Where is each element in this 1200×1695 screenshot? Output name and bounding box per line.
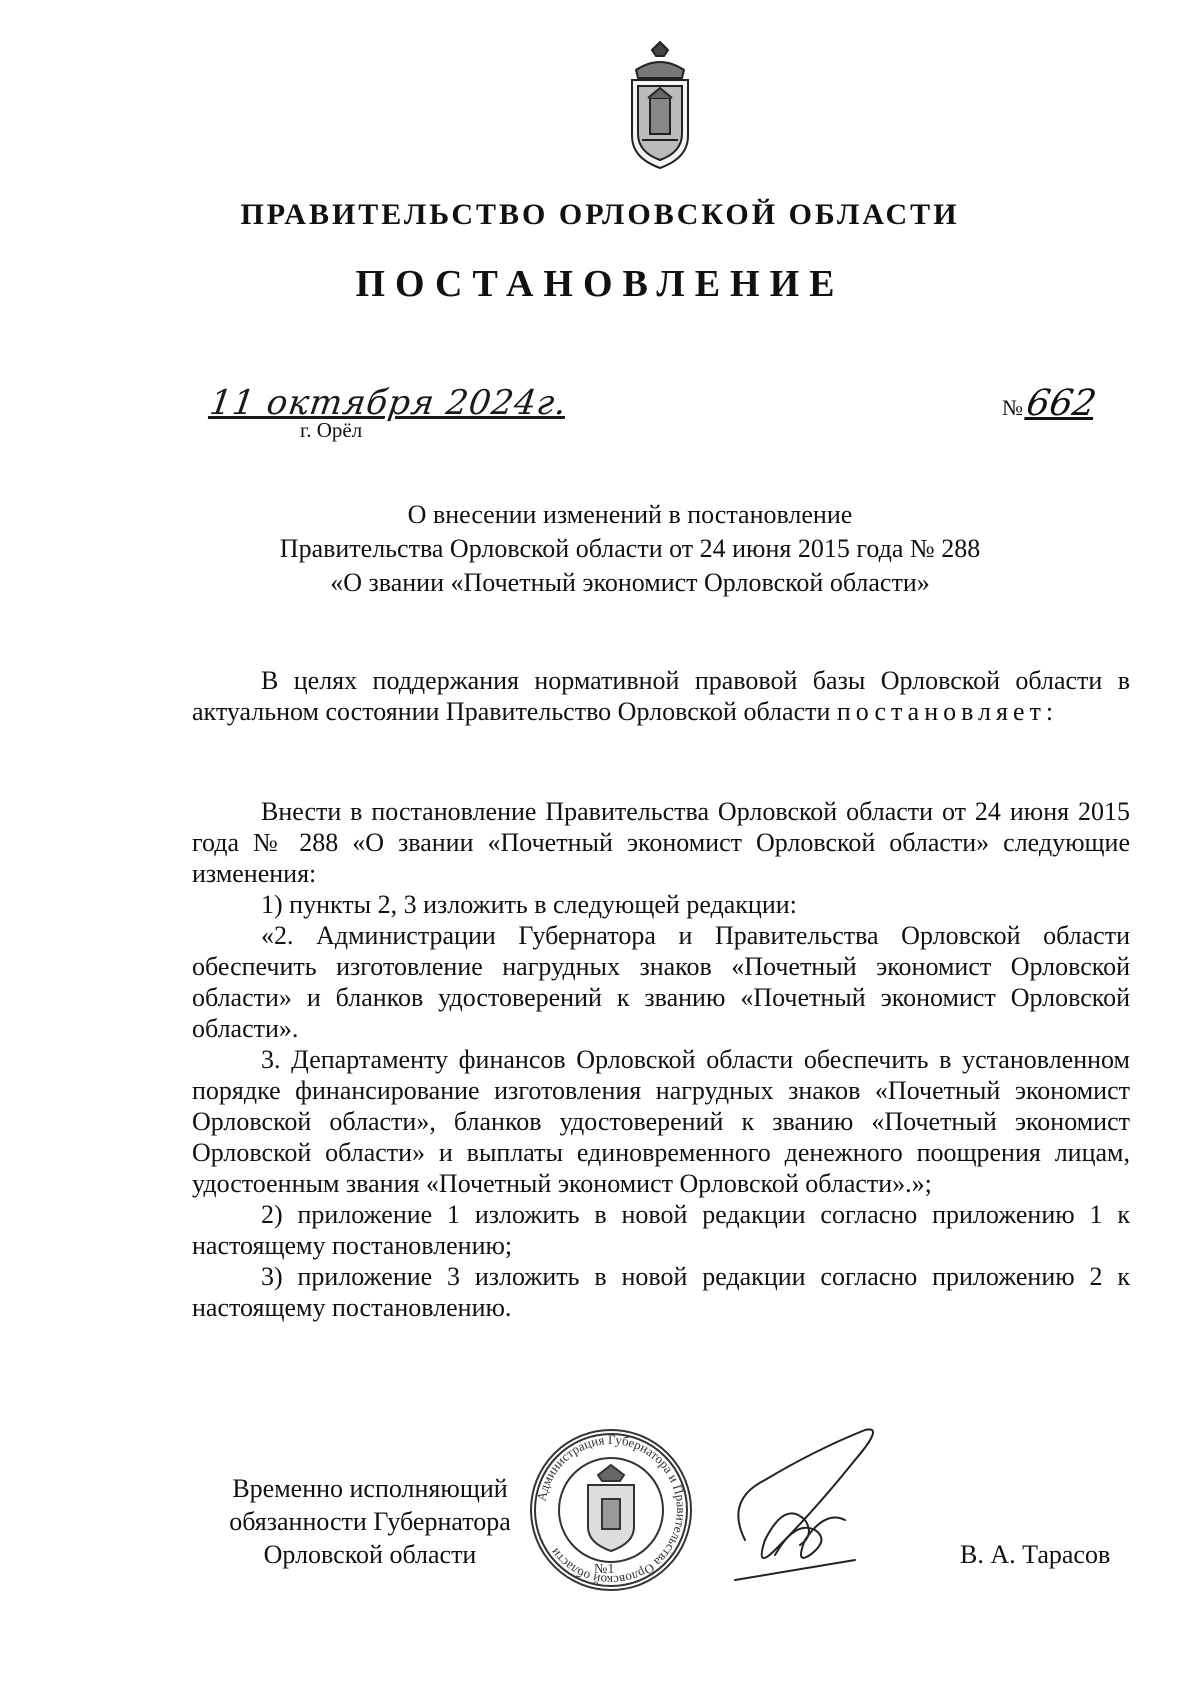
subject-line: О внесении изменений в постановление xyxy=(407,500,853,529)
stamp-text: Администрация Губернатора и Правительства Орловской области xyxy=(533,1431,690,1589)
body-paragraph: 3) приложение 3 изложить в новой редакции согласно приложению 2 к настоящему постановлению. xyxy=(192,1262,1130,1322)
signer-position-line: обязанности Губернатора xyxy=(229,1507,511,1536)
body-paragraph: 2) приложение 1 изложить в новой редакции согласно приложению 1 к настоящему постановлению; xyxy=(192,1200,1130,1260)
subject-line: Правительства Орловской области от 24 июня 2015 года № 288 xyxy=(279,534,981,563)
handwritten-signature xyxy=(705,1420,905,1600)
body-paragraph: «2. Администрации Губернатора и Правительства Орловской области обеспечить изготовление нагрудных знаков «Почетный экономист Орловской области» и бланков удостоверений к званию «Почетный экономист Орловской области». xyxy=(192,921,1130,1043)
signer-name: В. А. Тарасов xyxy=(960,1540,1111,1569)
document-number xyxy=(1002,383,1100,424)
document-city: г. Орёл xyxy=(300,418,363,442)
document-date: 11 октября 2024г. xyxy=(207,383,570,423)
coat-of-arms-emblem xyxy=(622,40,698,172)
preamble-text: В целях поддержания нормативной правовой базы Орловской области в актуальном состоянии Правительство Орловской области xyxy=(192,666,1130,726)
body-paragraph: 1) пункты 2, 3 изложить в следующей редакции: xyxy=(261,890,797,919)
subject-line: «О звании «Почетный экономист Орловской области» xyxy=(330,568,930,597)
number-sign: № xyxy=(1002,395,1023,420)
signer-position-line: Временно исполняющий xyxy=(232,1474,508,1503)
body-paragraph: Внести в постановление Правительства Орловской области от 24 июня 2015 года № 288 «О звании «Почетный экономист Орловской области» следующие изменения: xyxy=(192,797,1130,888)
number-value: 662 xyxy=(1023,383,1100,424)
organization-title: ПРАВИТЕЛЬСТВО ОРЛОВСКОЙ ОБЛАСТИ xyxy=(240,198,960,231)
signer-position-line: Орловской области xyxy=(263,1540,477,1569)
resolution-body xyxy=(192,796,1130,1323)
preamble-keyword: постановляет: xyxy=(836,697,1059,726)
document-type-title: ПОСТАНОВЛЕНИЕ xyxy=(355,263,845,305)
official-stamp xyxy=(526,1425,696,1595)
document-subject xyxy=(180,498,1080,600)
body-paragraph: 3. Департаменту финансов Орловской области обеспечить в установленном порядке финансирование изготовления нагрудных знаков «Почетный экономист Орловской области», бланков удостоверений к званию «Почетный экономист Орловской области» и выплаты единовременного денежного поощрения лицам, удостоенным звания «Почетный экономист Орловской области».»; xyxy=(192,1045,1130,1198)
preamble-paragraph xyxy=(192,665,1130,727)
preamble xyxy=(192,665,1130,727)
stamp-number: №1 xyxy=(594,1562,615,1577)
signer-position xyxy=(210,1472,530,1571)
